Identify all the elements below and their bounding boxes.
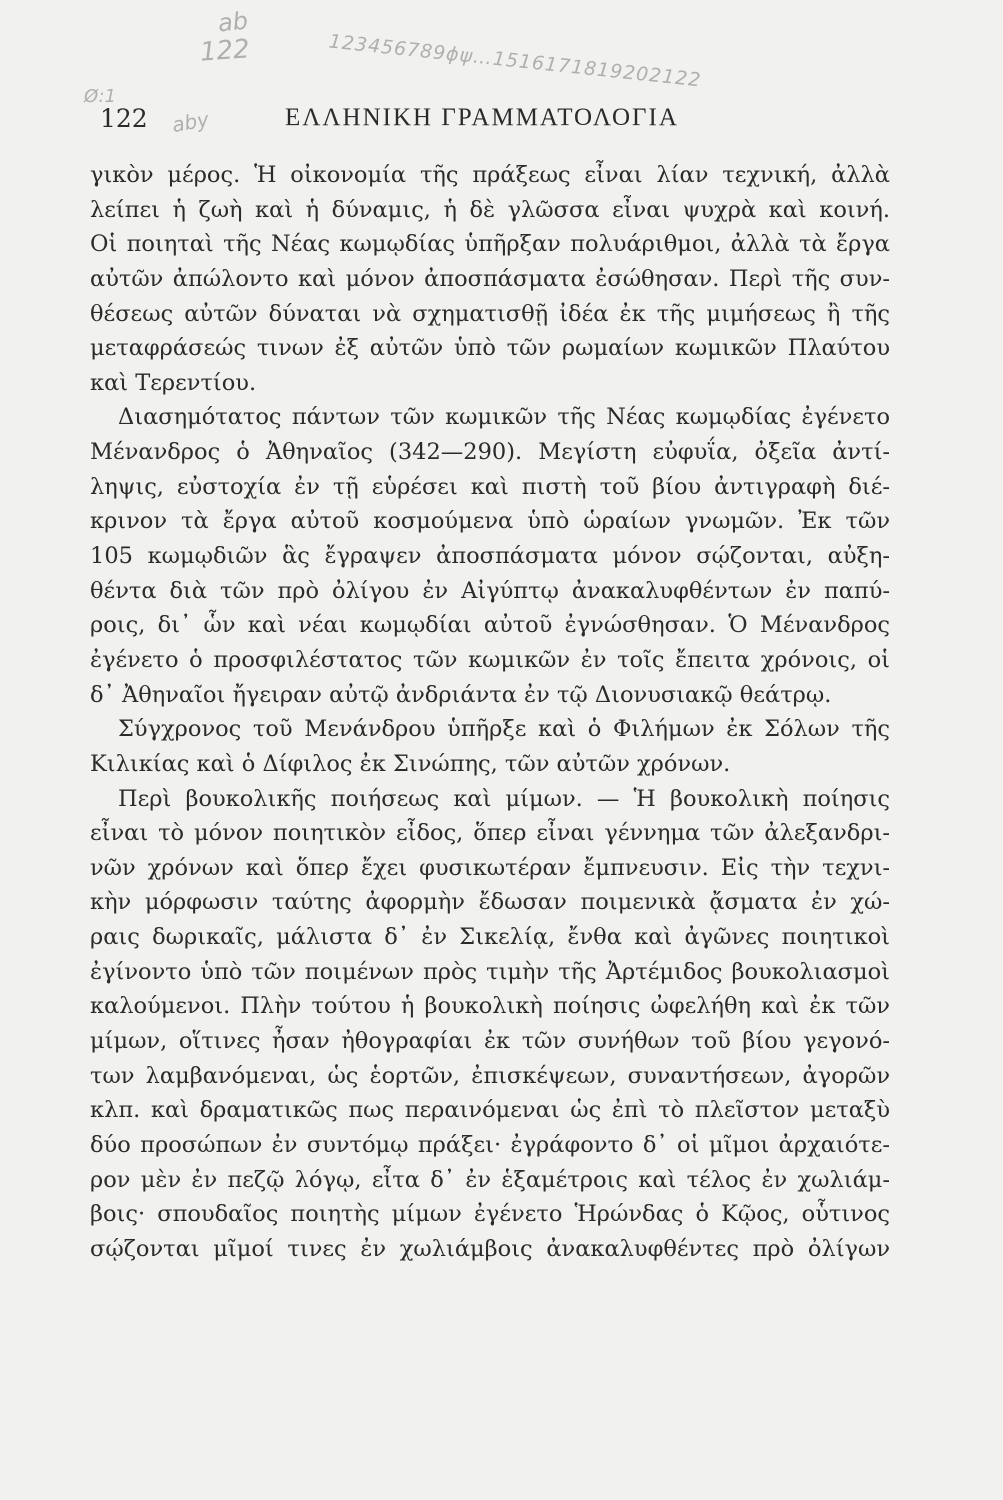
text-line: καὶ Τερεντίου. [90, 369, 257, 396]
text-line: κλπ. καὶ δραματικῶς πως περαινόμεναι ὡς ἐπὶ τὸ πλεῖστον μεταξὺ [90, 1097, 890, 1124]
text-line: ραις δωρικαῖς, μάλιστα δ᾽ ἐν Σικελίᾳ, ἔνθα καὶ ἀγῶνες ποιητικοὶ [90, 924, 890, 951]
text-line: μίμων, οἵτινες ἦσαν ἠθογραφίαι ἐκ τῶν συνήθων τοῦ βίου γεγονό- [90, 1028, 890, 1055]
pencil-mark: ab [216, 6, 250, 38]
pencil-mark: Ø:1 [84, 86, 117, 107]
page-number: 122 [100, 104, 148, 133]
text-line: καλούμενοι. Πλὴν τούτου ἡ βουκολικὴ ποίησις ὠφελήθη καὶ ἐκ τῶν [90, 993, 890, 1020]
text-line: εἶναι τὸ μόνον ποιητικὸν εἶδος, ὅπερ εἶναι γέννημα τῶν ἀλεξανδρι- [90, 820, 890, 847]
text-line: Κιλικίας καὶ ὁ Δίφιλος ἐκ Σινώπης, τῶν αὐτῶν χρόνων. [90, 750, 731, 777]
text-line: θέντα διὰ τῶν πρὸ ὀλίγου ἐν Αἰγύπτῳ ἀνακαλυφθέντων ἐν παπύ- [90, 577, 890, 604]
text-line: Διασημότατος πάντων τῶν κωμικῶν τῆς Νέας κωμῳδίας ἐγένετο [118, 404, 890, 431]
text-line: ἐγένετο ὁ προσφιλέστατος τῶν κωμικῶν ἐν τοῖς ἔπειτα χρόνοις, οἱ [90, 646, 890, 673]
text-line: γικὸν μέρος. Ἡ οἰκονομία τῆς πράξεως εἶναι λίαν τεχνική, ἀλλὰ [90, 162, 890, 188]
text-line: Οἱ ποιηταὶ τῆς Νέας κωμῳδίας ὑπῆρξαν πολυάριθμοι, ἀλλὰ τὰ ἔργα [90, 231, 890, 258]
text-line: λείπει ἡ ζωὴ καὶ ἡ δύναμις, ἡ δὲ γλῶσσα εἶναι ψυχρὰ καὶ κοινή. [90, 196, 890, 223]
text-line: 105 κωμῳδιῶν ἃς ἔγραψεν ἀποσπάσματα μόνον σῴζονται, αὐξη- [90, 543, 890, 570]
text-line: κρινον τὰ ἔργα αὐτοῦ κοσμούμενα ὑπὸ ὡραίων γνωμῶν. Ἐκ τῶν [90, 508, 890, 535]
text-line: Σύγχρονος τοῦ Μενάνδρου ὑπῆρξε καὶ ὁ Φιλήμων ἐκ Σόλων τῆς [118, 716, 890, 743]
text-line: νῶν χρόνων καὶ ὅπερ ἔχει φυσικωτέραν ἔμπνευσιν. Εἰς τὴν τεχνι- [90, 854, 890, 881]
text-line: αὐτῶν ἀπώλοντο καὶ μόνον ἀποσπάσματα ἐσώθησαν. Περὶ τῆς συν- [90, 265, 890, 292]
pencil-mark: aby [170, 106, 211, 138]
text-line: δ᾽ Ἀθηναῖοι ἤγειραν αὐτῷ ἀνδριάντα ἐν τῷ Διονυσιακῷ θεάτρῳ. [90, 681, 832, 708]
text-line: δύο προσώπων ἐν συντόμῳ πράξει· ἐγράφοντο δ᾽ οἱ μῖμοι ἀρχαιότε- [90, 1131, 890, 1158]
text-line: ληψις, εὐστοχία ἐν τῇ εὑρέσει καὶ πιστὴ τοῦ βίου ἀντιγραφὴ διέ- [90, 473, 890, 500]
text-line: των λαμβανόμεναι, ὡς ἑορτῶν, ἐπισκέψεων, συναντήσεων, ἀγορῶν [90, 1062, 890, 1089]
text-line: ἐγίνοντο ὑπὸ τῶν ποιμένων πρὸς τιμὴν τῆς Ἀρτέμιδος βουκολιασμοὶ [90, 958, 890, 985]
text-line: κὴν μόρφωσιν ταύτης ἀφορμὴν ἔδωσαν ποιμενικὰ ᾄσματα ἐν χώ- [90, 889, 890, 916]
text-line: θέσεως αὐτῶν δύναται νὰ σχηματισθῇ ἰδέα ἐκ τῆς μιμήσεως ἢ τῆς [90, 300, 890, 327]
running-title: ΕΛΛΗΝΙΚΗ ΓΡΑΜΜΑΤΟΛΟΓΙΑ [285, 104, 679, 131]
text-line: βοις· σπουδαῖος ποιητὴς μίμων ἐγένετο Ἡρώνδας ὁ Κῷος, οὗτινος [90, 1201, 890, 1228]
text-line: ροις, δι᾽ ὧν καὶ νέαι κωμῳδίαι αὐτοῦ ἐγνώσθησαν. Ὁ Μένανδρος [90, 612, 890, 639]
text-line: Μένανδρος ὁ Ἀθηναῖος (342—290). Μεγίστη εὐφυΐα, ὀξεῖα ἀντί- [90, 439, 890, 466]
pencil-mark: 123456789ɸψ…1516171819202122 [327, 30, 703, 92]
body-text [90, 158, 890, 1267]
pencil-mark: 122 [199, 34, 251, 68]
text-line: σῴζονται μῖμοί τινες ἐν χωλιάμβοις ἀνακαλυφθέντες πρὸ ὀλίγων [90, 1235, 890, 1262]
text-line: μεταφράσεώς τινων ἐξ αὐτῶν ὑπὸ τῶν ρωμαίων κωμικῶν Πλαύτου [90, 335, 890, 362]
text-line: ρον μὲν ἐν πεζῷ λόγῳ, εἶτα δ᾽ ἐν ἑξαμέτροις καὶ τέλος ἐν χωλιάμ- [90, 1166, 890, 1193]
text-line: Περὶ βουκολικῆς ποιήσεως καὶ μίμων. — Ἡ βουκολικὴ ποίησις [118, 785, 890, 812]
page-header [100, 104, 890, 144]
